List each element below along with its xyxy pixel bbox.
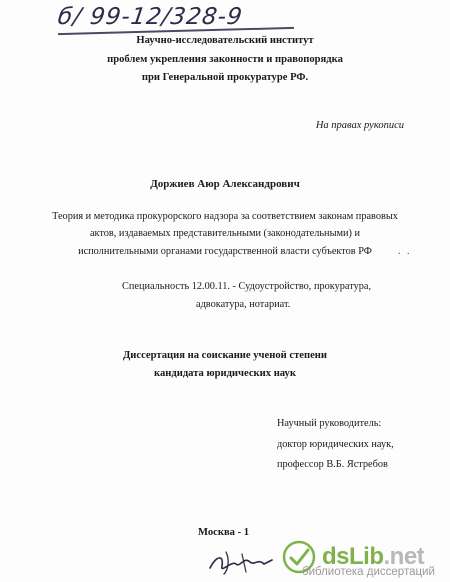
handwritten-catalog-code: б/ 99-12/328-9 — [56, 4, 245, 30]
trailing-dots: . . — [398, 246, 412, 257]
watermark-logo-main: dsLib — [322, 543, 384, 570]
supervisor-label: Научный руководитель: — [277, 418, 382, 429]
author-name: Доржиев Аюр Александрович — [150, 178, 300, 190]
watermark-caption: библиотека диссертаций — [302, 566, 435, 578]
supervisor-degree: доктор юридических наук, — [277, 439, 394, 450]
city-year: Москва - 1 — [198, 527, 250, 538]
dissertation-line-2: кандидата юридических наук — [154, 368, 296, 379]
title-line-3: исполнительными органами государственной власти субъектов РФ — [78, 246, 372, 257]
manuscript-rights-note: На правах рукописи — [315, 120, 404, 131]
title-line-2: актов, издаваемых представительными (законодательными) и — [89, 228, 361, 239]
watermark-logo-suffix: .net — [383, 543, 425, 570]
institution-line-1: Научно-исследовательский институт — [136, 35, 314, 46]
specialty-line-1: Специальность 12.00.11. - Судоустройство, прокуратура, — [122, 281, 372, 292]
handwritten-signature — [206, 546, 276, 576]
title-line-1: Теория и методика прокурорского надзора за соответствием законам правовых — [52, 211, 398, 222]
specialty-line-2: адвокатура, нотариат. — [196, 299, 291, 310]
dissertation-line-1: Диссертация на соискание ученой степени — [123, 350, 327, 361]
supervisor-name: профессор В.Б. Ястребов — [277, 459, 388, 470]
watermark-logo — [322, 543, 425, 570]
institution-line-2: проблем укрепления законности и правопорядка — [107, 54, 343, 65]
institution-line-3: при Генеральной прокуратуре РФ. — [141, 72, 309, 83]
